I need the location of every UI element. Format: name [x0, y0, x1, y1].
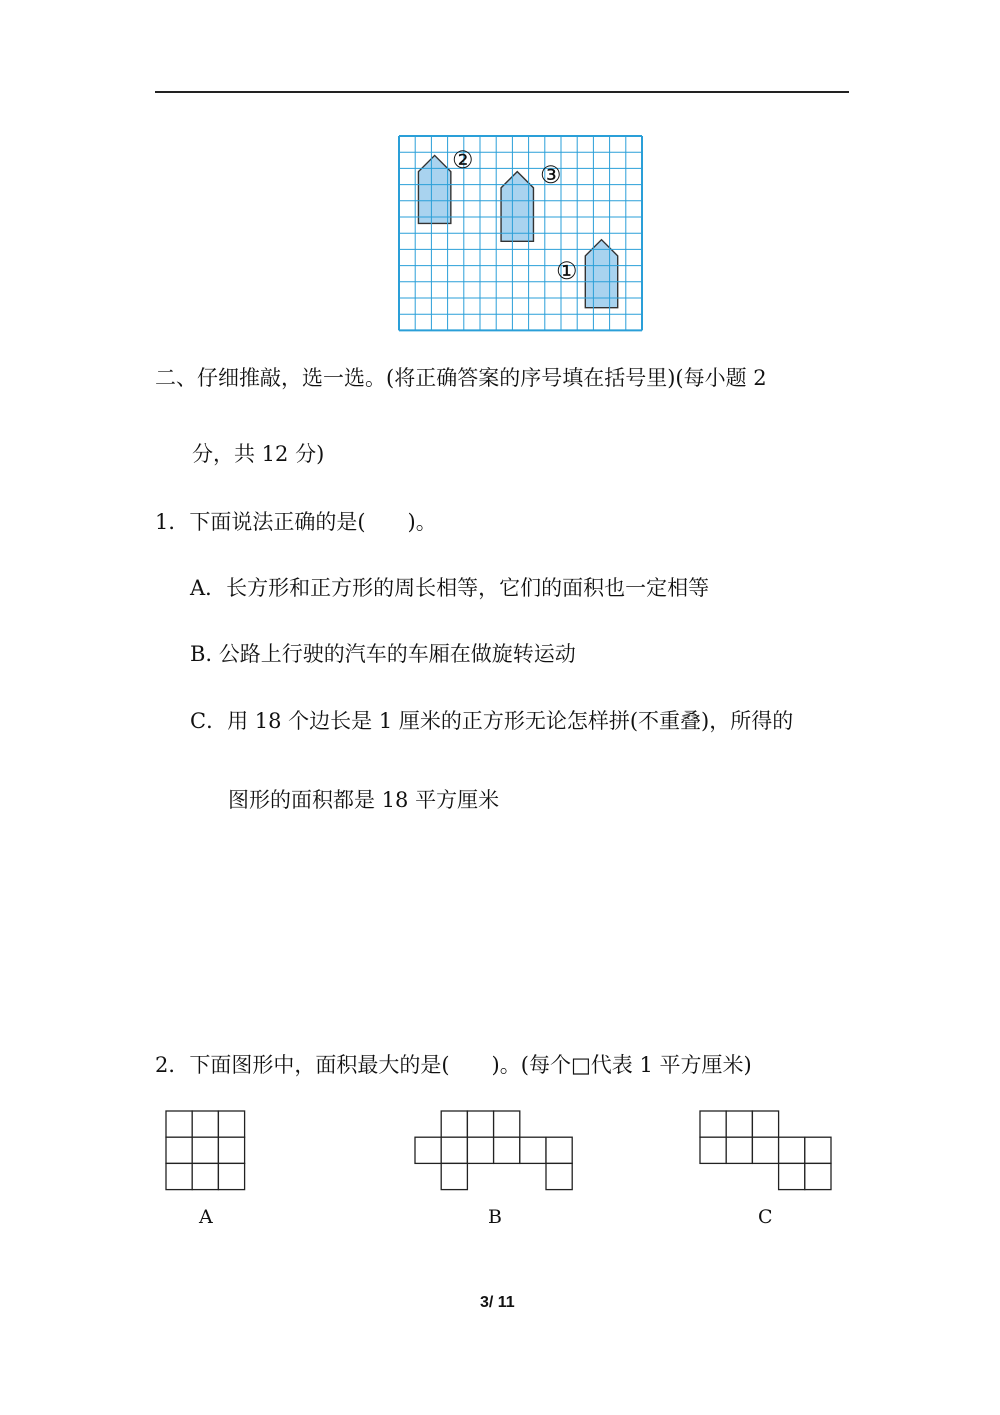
shape-c-cell: [700, 1137, 726, 1163]
shape-c-cell: [805, 1137, 831, 1163]
shape-b-cell: [441, 1137, 467, 1163]
shape-b-cell: [494, 1111, 520, 1137]
shape-b-cell: [546, 1163, 572, 1189]
question-1-option-b: B. 公路上行驶的汽车的车厢在做旋转运动: [190, 642, 576, 666]
shape-b-cell: [467, 1137, 493, 1163]
shape-c-cell: [752, 1137, 778, 1163]
shape-c-cell: [752, 1111, 778, 1137]
shape-a-label: A: [199, 1206, 213, 1228]
shape-c-cell: [779, 1137, 805, 1163]
shape-a-cell: [166, 1137, 192, 1163]
shape-a-cell: [166, 1163, 192, 1189]
shape-c-label: C: [758, 1206, 773, 1228]
shape-a-cell: [192, 1137, 218, 1163]
shape-c-cell: [779, 1163, 805, 1189]
shape-a-cell: [192, 1163, 218, 1189]
shape-b-label: B: [488, 1206, 502, 1228]
shape-a-cell: [218, 1137, 244, 1163]
shape-label-3: ③: [540, 161, 562, 189]
shape-a-cell: [166, 1111, 192, 1137]
shape-label-2: ②: [452, 146, 474, 174]
shape-c-cell: [726, 1111, 752, 1137]
shape-b-cell: [415, 1137, 441, 1163]
shape-a-cell: [218, 1163, 244, 1189]
shape-c-cell: [726, 1137, 752, 1163]
shape-b-cell: [441, 1163, 467, 1189]
shape-b-cell: [494, 1137, 520, 1163]
question-1-stem: 1．下面说法正确的是( )。: [155, 510, 437, 534]
shape-b-cell: [520, 1137, 546, 1163]
shape-b-cell: [441, 1111, 467, 1137]
section-heading-cont: 分，共 12 分): [192, 442, 325, 466]
shape-b-cell: [546, 1137, 572, 1163]
shape-label-1: ①: [556, 257, 578, 285]
question-1-option-a: A．长方形和正方形的周长相等，它们的面积也一定相等: [190, 576, 710, 600]
shape-b-cell: [467, 1111, 493, 1137]
question-2-stem: 2．下面图形中，面积最大的是( )。(每个□代表 1 平方厘米): [155, 1053, 752, 1077]
shape-a-cell: [218, 1111, 244, 1137]
shape-c-cell: [700, 1111, 726, 1137]
question-1-option-c: C．用 18 个边长是 1 厘米的正方形无论怎样拼(不重叠)，所得的: [190, 709, 794, 733]
shape-a-cell: [192, 1111, 218, 1137]
page-number: 3/ 11: [480, 1294, 515, 1311]
shape-c-cell: [805, 1163, 831, 1189]
section-heading: 二、仔细推敲，选一选。(将正确答案的序号填在括号里)(每小题 2: [155, 366, 767, 390]
question-1-option-c-cont: 图形的面积都是 18 平方厘米: [228, 788, 500, 812]
